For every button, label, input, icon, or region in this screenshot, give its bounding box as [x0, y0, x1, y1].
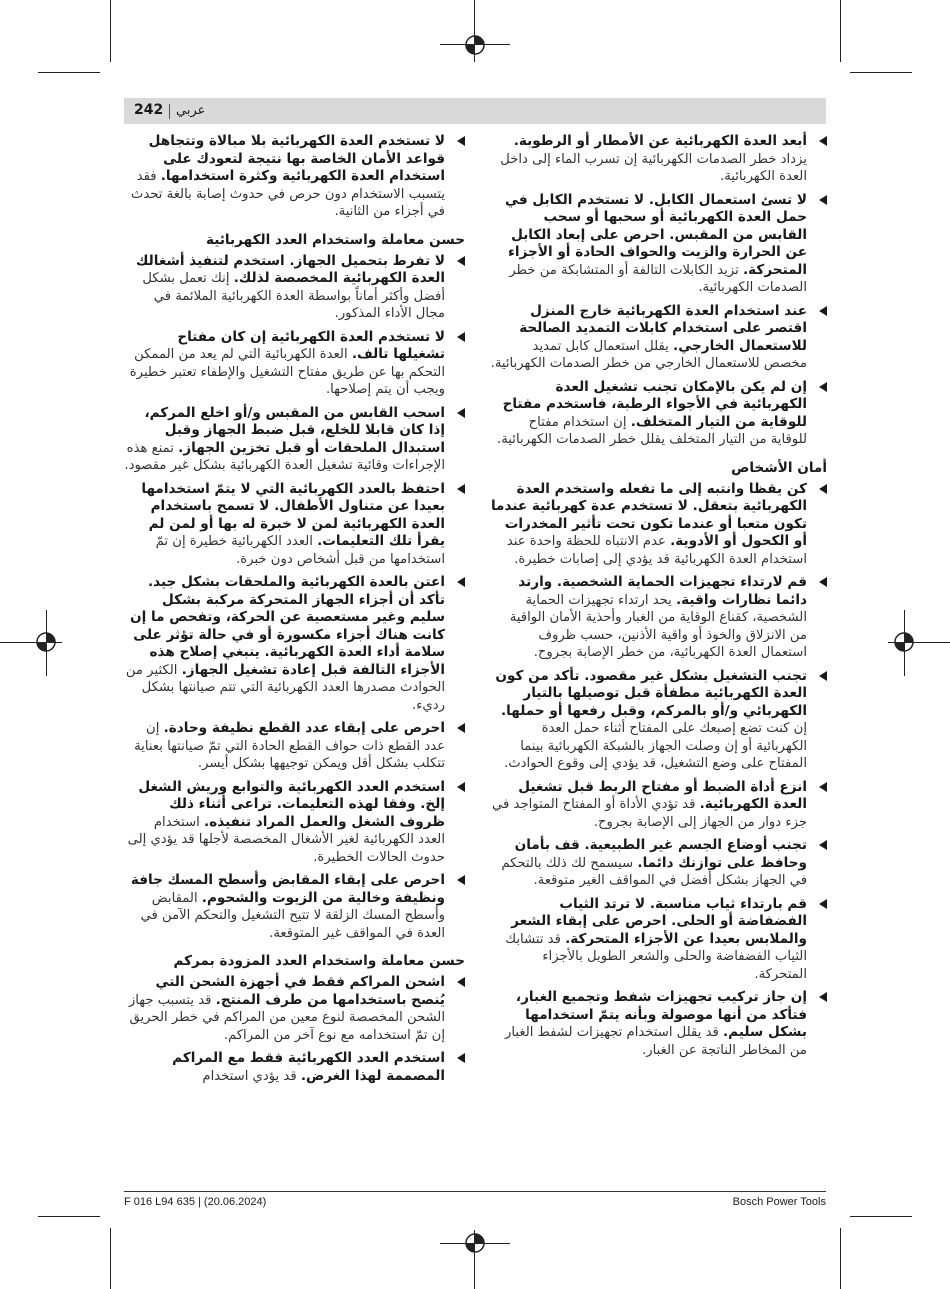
- item-bold-text: احتفظ بالعدد الكهربائية التي لا يتمّ استخدامها بعيدا عن متناول الأطفال. لا تسمح باستخدام العدة الكهربائية لمن لا خبرة له بها أو لمن لم يقرأ تلك التعليمات.: [141, 480, 445, 549]
- item-bold-text: لا تستخدم العدة الكهربائية بلا مبالاة وتتجاهل قواعد الأمان الخاصة بها نتيجة لتعودك على استخدام العدة الكهربائية وكثرة استخدامها.: [148, 133, 445, 184]
- item-bold-text: أبعد العدة الكهربائية عن الأمطار أو الرطوبة.: [513, 133, 807, 149]
- bullet-arrow-icon: [819, 782, 827, 792]
- list-item: [124, 1050, 465, 1085]
- bullet-arrow-icon: [457, 136, 465, 146]
- list-item: [490, 896, 827, 984]
- item-bold-text: إن لم يكن بالإمكان تجنب تشغيل العدة الكهربائية في الأجواء الرطبة، فاستخدم مفتاح للوقاية من التيار المتخلف.: [502, 378, 807, 430]
- item-text: إنك تعمل بشكل أفضل وأكثر أماناً بواسطة العدة الكهربائية الملائمة في مجال الأداء المذكور.: [142, 271, 445, 321]
- section-title: حسن معاملة واستخدام العدد الكهربائية: [206, 231, 465, 248]
- bullet-arrow-icon: [457, 577, 465, 587]
- bullet-arrow-icon: [819, 840, 827, 850]
- list-item: [124, 574, 465, 714]
- bullet-arrow-icon: [457, 256, 465, 266]
- item-text: قد تتشابك الثياب الفضفاضة والحلى والشعر الطويل بالأجزاء المتحركة.: [505, 931, 807, 982]
- crop-mark: [38, 72, 100, 73]
- bullet-arrow-icon: [819, 899, 827, 909]
- section-title: حسن معاملة واستخدام العدد المزودة بمركم: [173, 953, 465, 969]
- list-item: [490, 481, 827, 569]
- bullet-arrow-icon: [457, 332, 465, 342]
- list-item: [490, 668, 827, 773]
- item-text: إن استخدام مفتاح للوقاية من التيار المتخلف يقلل خطر الصدمات الكهربائية.: [497, 414, 807, 447]
- bullet-arrow-icon: [819, 382, 827, 392]
- list-item: [490, 192, 827, 297]
- bullet-arrow-icon: [457, 875, 465, 885]
- crop-mark: [38, 1216, 100, 1217]
- bullet-arrow-icon: [457, 977, 465, 987]
- item-text: المقابض وأسطح المسك الزلقة لا تتيح التشغيل والتحكم الآمن في العدة في المواقف غير المتوقعة.: [140, 890, 445, 941]
- list-item: [124, 405, 465, 475]
- crop-mark: [840, 1228, 841, 1289]
- item-text: العدد الكهربائية خطيرة إن تمّ استخدامها من قبل أشخاص دون خبرة.: [155, 534, 445, 567]
- item-text: تزيد الكابلات التالفة أو المتشابكة من خطر الصدمات الكهربائية.: [509, 262, 807, 295]
- list-item: [124, 779, 465, 867]
- list-item: [124, 133, 465, 221]
- section-title: أمان الأشخاص: [731, 459, 827, 476]
- item-bold-text: قم لارتداء تجهيزات الحماية الشخصية. وارتد دائما نظارات واقية.: [518, 574, 807, 608]
- list-item: [124, 253, 465, 323]
- list-item: [124, 481, 465, 569]
- item-text: قد يؤدي استخدام: [202, 1068, 301, 1084]
- registration-mark-icon: [31, 627, 61, 657]
- item-text: قد يقلل استخدام تجهيزات لشفط الغبار من المخاطر الناتجة عن الغبار.: [504, 1025, 807, 1058]
- item-text: العدة الكهربائية التي لم يعد من الممكن التحكم بها عن طريق مفتاح التشغيل والإطفاء تعتبر خطيرة ويجب أن يتم إصلاحها.: [129, 347, 445, 397]
- language-label: عربي: [176, 103, 206, 118]
- item-bold-text: تجنب التشغيل بشكل غير مقصود. تأكد من كون العدة الكهربائية مطفأة قبل توصيلها بالتيار الكهربائي و/أو بالمركم، وقبل رفعها أو حملها.: [495, 667, 807, 719]
- item-bold-text: اسحب القابس من المقبس و/أو اخلع المركم، إذا كان قابلا للخلع، قبل ضبط الجهاز وقبل استبدال الملحقات أو قبل تخزين الجهاز.: [144, 404, 445, 456]
- bullet-arrow-icon: [457, 484, 465, 494]
- crop-mark: [110, 1228, 111, 1289]
- page-header: [124, 98, 826, 124]
- list-item: [124, 720, 465, 773]
- item-text: عدم الانتباه للحظة واحدة عند استخدام العدة الكهربائية قد يؤدي إلى إصابات خطيرة.: [506, 534, 807, 567]
- left-column: [124, 133, 465, 1091]
- crop-mark: [840, 0, 841, 62]
- list-item: [124, 329, 465, 399]
- registration-mark-icon: [460, 1228, 490, 1258]
- crop-mark: [110, 0, 111, 62]
- item-bold-text: احرص على إبقاء عدد القطع نظيفة وحادة.: [163, 720, 445, 736]
- right-column: [490, 133, 827, 1065]
- document-code: F 016 L94 635 | (20.06.2024): [124, 1196, 267, 1208]
- bullet-arrow-icon: [819, 992, 827, 1002]
- bullet-arrow-icon: [819, 671, 827, 681]
- bullet-arrow-icon: [819, 136, 827, 146]
- crop-mark: [850, 1216, 912, 1217]
- list-item: [490, 989, 827, 1059]
- bullet-arrow-icon: [819, 306, 827, 316]
- item-bold-text: استخدم العدد الكهربائية فقط مع المراكم المصممة لهذا الغرض.: [172, 1050, 445, 1084]
- item-text: يقلل استعمال كابل تمديد مخصص للاستعمال الخارجي من خطر الصدمات الكهربائية.: [490, 338, 807, 371]
- item-text: استخدام العدد الكهربائية لغير الأشغال المخصصة لأجلها قد يؤدي إلى حدوث الحالات الخطيرة.: [127, 814, 445, 865]
- list-item: [124, 974, 465, 1044]
- item-bold-text: عند استخدام العدة الكهربائية خارج المنزل اقتصر على استخدام كابلات التمديد الصالحة للاستعمال الخارجي.: [519, 302, 807, 354]
- list-item: [490, 379, 827, 449]
- crop-mark: [850, 72, 912, 73]
- bullet-arrow-icon: [457, 408, 465, 418]
- bullet-arrow-icon: [457, 723, 465, 733]
- item-bold-text: لا تفرط بتحميل الجهاز. استخدم لتنفيذ أشغالك العدة الكهربائية المخصصة لذلك.: [136, 252, 445, 286]
- registration-mark-icon: [889, 627, 919, 657]
- item-text: قد يتسبب جهاز الشحن المخصصة لنوع معين من المراكم في خطر الحريق إن تمّ استخدامه مع نوع آخر من المراكم.: [128, 992, 445, 1043]
- item-bold-text: تجنب أوضاع الجسم غير الطبيعية. قف بأمان وحافظ على توازنك دائما.: [514, 837, 807, 871]
- bullet-arrow-icon: [457, 782, 465, 792]
- item-bold-text: كن يقظا وانتبه إلى ما تفعله واستخدم العدة الكهربائية بتعقل. لا تستخدم عدة كهربائية عندما تكون متعبا أو عندما تكون تحت تأثير المخدرات أو الكحول أو الأدوية.: [490, 480, 807, 549]
- bullet-arrow-icon: [819, 484, 827, 494]
- header-divider: [169, 104, 170, 119]
- item-text: يزداد خطر الصدمات الكهربائية إن تسرب الماء إلى داخل العدة الكهربائية.: [500, 151, 807, 184]
- list-item: [490, 574, 827, 662]
- registration-mark-icon: [460, 30, 490, 60]
- bullet-arrow-icon: [457, 1053, 465, 1063]
- list-item: [490, 837, 827, 890]
- item-bold-text: إن جاز تركيب تجهيزات شفط وتجميع الغبار، فتأكد من أنها موصولة وبأنه يتمّ استخدامها بشكل سليم.: [515, 989, 807, 1040]
- page-footer: [124, 1191, 826, 1212]
- item-text: تمنع هذه الإجراءات وقائية تشغيل العدة الكهربائية بشكل غير مقصود.: [124, 440, 445, 473]
- item-text: يحد ارتداء تجهيزات الحماية الشخصية، كقناع الوقاية من الغبار وأحذية الأمان الواقية من الانزلاق والخوذ أو واقية الأذنين، حسب ظروف استعمال العدة الكهربائية، من خطر الإصابة بجروح.: [509, 592, 807, 660]
- bullet-arrow-icon: [819, 577, 827, 587]
- list-item: [490, 303, 827, 373]
- item-bold-text: لا تستخدم العدة الكهربائية إن كان مفتاح تشغيلها تالف.: [177, 328, 445, 362]
- item-bold-text: اعتن بالعدة الكهربائية والملحقات بشكل جيد. تأكد أن أجزاء الجهاز المتحركة مركبة بشكل سليم وغير مستعصية عن الحركة، وتفحص ما إن كانت هناك أجزاء مكسورة أو في حالة تؤثر على سلامة أداء العدة الكهربائية. ينبغي إصلاح هذه الأجزاء التالفة قبل إعادة تشغيل الجهاز.: [130, 574, 445, 678]
- list-item: [490, 779, 827, 832]
- page-number: 242: [134, 102, 164, 118]
- item-bold-text: استخدم العدد الكهربائية والتوابع وريش الشغل إلخ. وفقا لهذه التعليمات. تراعى أثناء ذلك ظروف الشغل والعمل المراد تنفيذه.: [138, 778, 445, 830]
- item-bold-text: انزع أداة الضبط أو مفتاح الربط قبل تشغيل العدة الكهربائية.: [518, 778, 807, 812]
- brand-name: Bosch Power Tools: [732, 1196, 826, 1208]
- item-text: قد تؤدي الأداة أو المفتاح المتواجد في جزء دوار من الجهاز إلى الإصابة بجروح.: [492, 797, 807, 830]
- item-bold-text: احرص على إبقاء المقابض وأسطح المسك جافة ونظيفة وخالية من الزيوت والشحوم.: [130, 872, 445, 906]
- item-text: الكثير من الحوادث مصدرها العدد الكهربائية التي تتم صيانتها بشكل رديء.: [125, 662, 445, 713]
- item-text: إن كنت تضع إصبعك على المفتاح أثناء حمل العدة الكهربائية أو إن وصلت الجهاز بالشبكة الكهربائية بينما المفتاح على وضع التشغيل، قد يؤدي إلى وقوع الحوادث.: [504, 721, 807, 771]
- list-item: [124, 872, 465, 942]
- item-text: سيسمح لك ذلك بالتحكم في الجهاز بشكل أفضل في المواقف الغير متوقعة.: [501, 855, 807, 888]
- item-bold-text: لا تسئ استعمال الكابل. لا تستخدم الكابل في حمل العدة الكهربائية أو سحبها أو سحب القابس من المقبس. احرص على إبعاد الكابل عن الحرارة والزيت والحواف الحادة أو الأجزاء المتحركة.: [505, 191, 807, 278]
- list-item: [490, 133, 827, 186]
- item-bold-text: اشحن المراكم فقط في أجهزة الشحن التي يُنصح باستخدامها من طرف المنتج.: [155, 974, 445, 1008]
- item-text: إن عدد القطع ذات حواف القطع الحادة التي تمّ صيانتها بعناية تتكلب بشكل أقل ويمكن توجيهها بشكل أيسر.: [134, 721, 445, 771]
- item-bold-text: قم بارتداء ثياب مناسبة. لا ترتد الثياب الفضفاضة أو الحلى. احرص على إبقاء الشعر والملابس بعيدا عن الأجزاء المتحركة.: [511, 895, 807, 947]
- item-text: فقد يتسبب الاستخدام دون حرص في حدوث إصابة بالغة تحدث في أجزاء من الثانية.: [130, 169, 445, 219]
- bullet-arrow-icon: [819, 195, 827, 205]
